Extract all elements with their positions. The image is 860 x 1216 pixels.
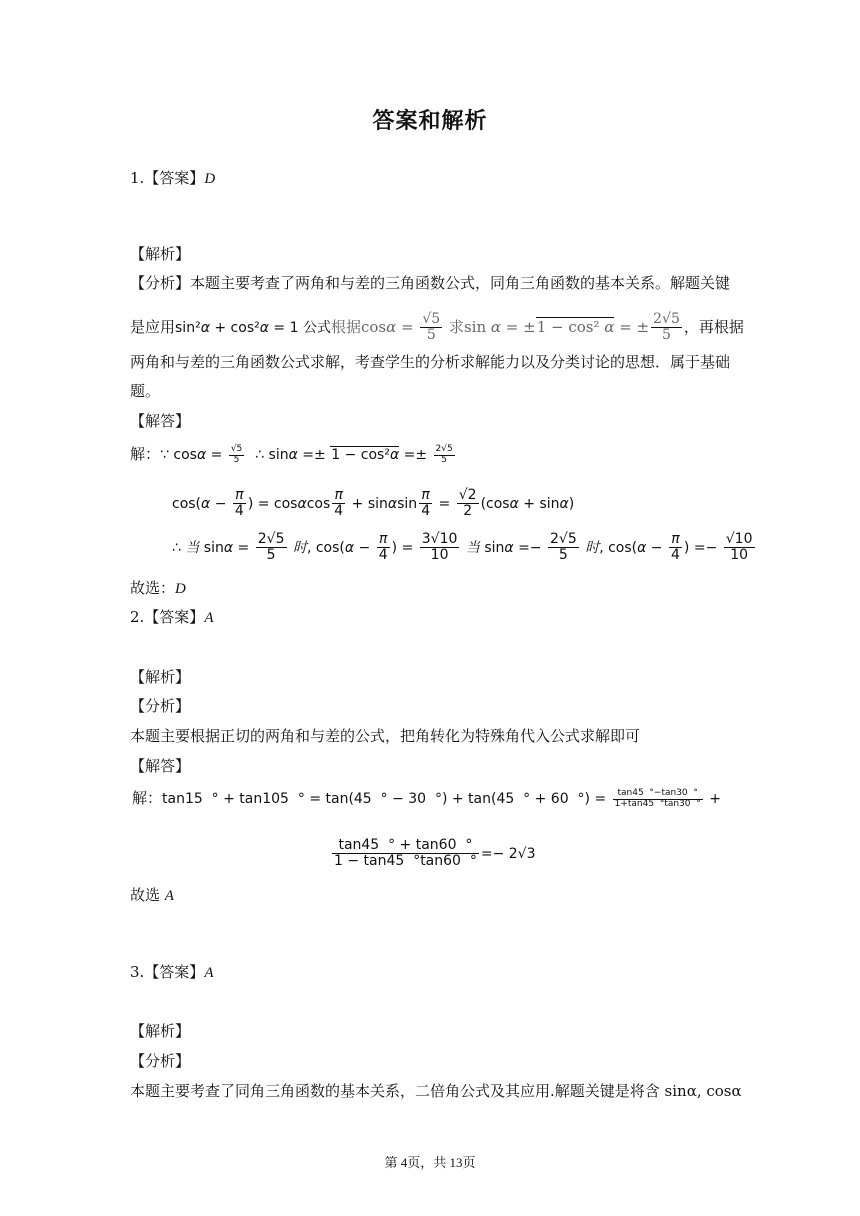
q1-fenxi-line2-suffix: ，再根据 bbox=[683, 317, 744, 336]
q1-fenxi-line2-prefix: 是应用 bbox=[130, 317, 176, 336]
q1-formula-image: 根据cosα = $\frac{√5}{5}$ 求sin α = ±1 − cos² α = ± $\frac{2√5}{5}$ bbox=[330, 311, 680, 344]
q3-jiexi-heading: 【解析】 bbox=[130, 1022, 191, 1040]
q1-answer-label: 1.【答案】 bbox=[130, 169, 205, 187]
q2-solution-line1: 解：tan15 ° + tan105 ° = tan(45 ° − 30 °) + tan(45 ° + 60 °) = $\frac{\tan 45 ^\circ-\tan 30 ^\circ}{1+\tan 45 ^\circ\tan 30 ^\circ}$ + bbox=[132, 787, 721, 809]
q1-identity-formula: sin²α + cos²α = 1 公式 bbox=[175, 319, 331, 336]
q1-answer-value: D bbox=[204, 171, 216, 187]
q2-fenxi-heading: 【分析】 bbox=[130, 697, 191, 715]
q3-fenxi-heading: 【分析】 bbox=[130, 1052, 191, 1070]
q1-jieda-heading: 【解答】 bbox=[130, 412, 191, 430]
q1-conclusion bbox=[130, 578, 186, 599]
q1-guxuan-label: 故选： bbox=[130, 579, 176, 597]
q1-fenxi-line4: 题。 bbox=[130, 382, 161, 400]
q1-solution-line2: cos(α − $\frac{\pi}{4}$ ) = cosαcos $\frac{\pi}{4}$ + sinαsin $\frac{\pi}{4}$ = $\frac{√2}{2}$ (cosα + sinα) bbox=[172, 487, 575, 520]
q1-sol-prefix: 解： bbox=[130, 445, 161, 463]
q3-answer bbox=[130, 962, 213, 983]
page-footer: 第 4页，共 13页 bbox=[384, 1155, 476, 1170]
page-title: 答案和解析 bbox=[372, 109, 488, 134]
q2-answer bbox=[130, 607, 213, 628]
q1-guxuan-value: D bbox=[175, 581, 186, 597]
q1-fenxi-line1: 【分析】本题主要考查了两角和与差的三角函数公式，同角三角函数的基本关系。解题关键 bbox=[130, 274, 731, 292]
q2-answer-value: A bbox=[204, 610, 214, 626]
q2-fenxi-text: 本题主要根据正切的两角和与差的公式，把角转化为特殊角代入公式求解即可 bbox=[130, 727, 641, 745]
q2-guxuan-value: A bbox=[164, 888, 174, 904]
q3-answer-value: A bbox=[204, 965, 214, 981]
q1-jiexi-heading: 【解析】 bbox=[130, 245, 191, 263]
q1-solution-line1: 解：∵ cosα = $\frac{√5}{5}$ ∴ sinα =± 1 − cos²α =± $\frac{2√5}{5}$ bbox=[130, 443, 453, 465]
q1-fenxi-line2 bbox=[130, 312, 744, 344]
q1-fenxi-line3: 两角和与差的三角函数公式求解，考查学生的分析求解能力以及分类讨论的思想．属于基础 bbox=[130, 353, 731, 371]
q2-jiexi-heading: 【解析】 bbox=[130, 668, 191, 686]
q2-sol-prefix: 解： bbox=[132, 789, 163, 807]
q2-conclusion bbox=[130, 885, 174, 906]
q2-answer-label: 2.【答案】 bbox=[130, 608, 205, 626]
q2-guxuan-label: 故选 bbox=[130, 886, 161, 904]
q1-answer bbox=[130, 168, 215, 189]
q3-fenxi-text: 本题主要考查了同角三角函数的基本关系，二倍角公式及其应用.解题关键是将含 sinα, cosα bbox=[130, 1082, 742, 1100]
q3-answer-label: 3.【答案】 bbox=[130, 963, 205, 981]
q2-jieda-heading: 【解答】 bbox=[130, 757, 191, 775]
q2-solution-line2: $\frac{\tan 45 ^\circ + \tan 60 ^\circ}{1 - \tan 45 ^\circ\tan 60 ^\circ}$ =− 2√3 bbox=[334, 837, 536, 870]
q1-solution-line3: ∴ 当 sinα = $\frac{2√5}{5}$ 时, cos(α − $\frac{\pi}{4}$ ) = $\frac{3√10}{10}$ 当 sinα =− $\frac{2√5}{5}$ 时, cos(α − $\frac{\pi}{4}$ ) =− $\frac{√10}{10}$ bbox=[172, 531, 753, 564]
